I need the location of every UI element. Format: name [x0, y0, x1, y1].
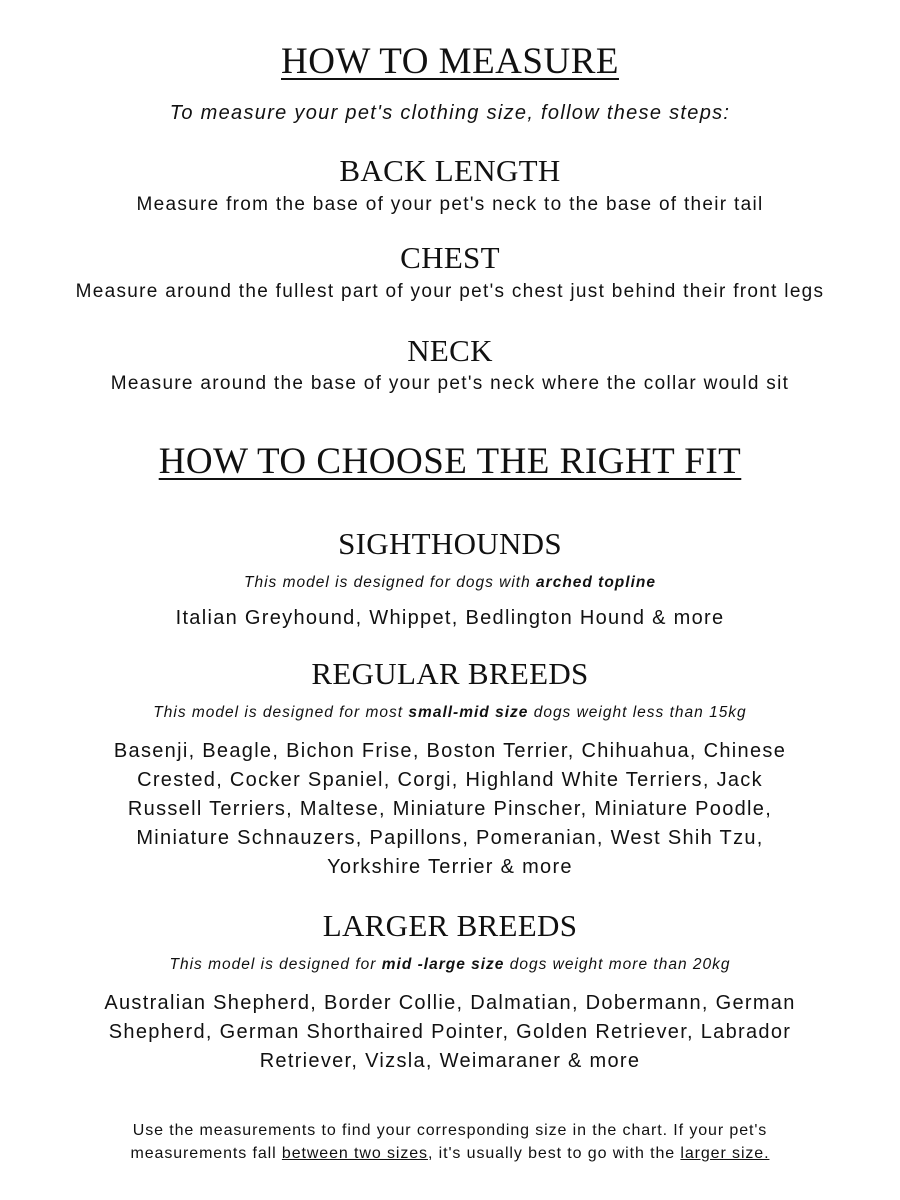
regular-breeds-note: This model is designed for most small-mid size dogs weight less than 15kg: [153, 704, 747, 721]
larger-breeds-note: This model is designed for mid -large size dogs weight more than 20kg: [169, 956, 731, 973]
chest-text: Measure around the fullest part of your pet's chest just behind their front legs: [75, 281, 825, 302]
measure-title: HOW TO MEASURE: [281, 41, 619, 82]
chest-heading: CHEST: [400, 240, 500, 275]
sighthounds-note: This model is designed for dogs with arched topline: [244, 574, 656, 591]
between-two-sizes-text: between two sizes: [281, 1145, 428, 1162]
footer-line-1: Use the measurements to find your corresponding size in the chart. If your pet's: [132, 1122, 768, 1139]
regular-breeds-heading: REGULAR BREEDS: [311, 656, 589, 691]
regular-breeds-list: Basenji, Beagle, Bichon Frise, Boston Terrier, Chihuahua, Chinese Crested, Cocker Spaniel, Corgi, Highland White Terriers, Jack Russell Terriers, Maltese, Miniature Pinscher, Miniature Poodle, Miniature Schnauzers, Papillons, Pomeranian, West Shih Tzu, Yorkshire Terrier & more: [113, 740, 787, 878]
neck-heading: NECK: [407, 333, 493, 368]
footer-line-2: measurements fall between two sizes, it's usually best to go with the larger size.: [130, 1145, 770, 1162]
larger-size-text: larger size.: [680, 1145, 770, 1162]
sighthounds-breeds: Italian Greyhound, Whippet, Bedlington Hound & more: [175, 607, 725, 629]
back-length-text: Measure from the base of your pet's neck to the base of their tail: [136, 194, 764, 215]
measure-intro: To measure your pet's clothing size, follow these steps:: [169, 102, 731, 124]
larger-breeds-list: Australian Shepherd, Border Collie, Dalmatian, Dobermann, German Shepherd, German Shorthaired Pointer, Golden Retriever, Labrador Retriever, Vizsla, Weimaraner & more: [104, 992, 796, 1072]
neck-text: Measure around the base of your pet's neck where the collar would sit: [110, 373, 790, 394]
back-length-heading: BACK LENGTH: [339, 153, 561, 188]
sighthounds-heading: SIGHTHOUNDS: [338, 526, 562, 561]
larger-breeds-heading: LARGER BREEDS: [322, 908, 578, 943]
footer-note: [0, 1119, 900, 1165]
fit-title: HOW TO CHOOSE THE RIGHT FIT: [158, 441, 742, 482]
